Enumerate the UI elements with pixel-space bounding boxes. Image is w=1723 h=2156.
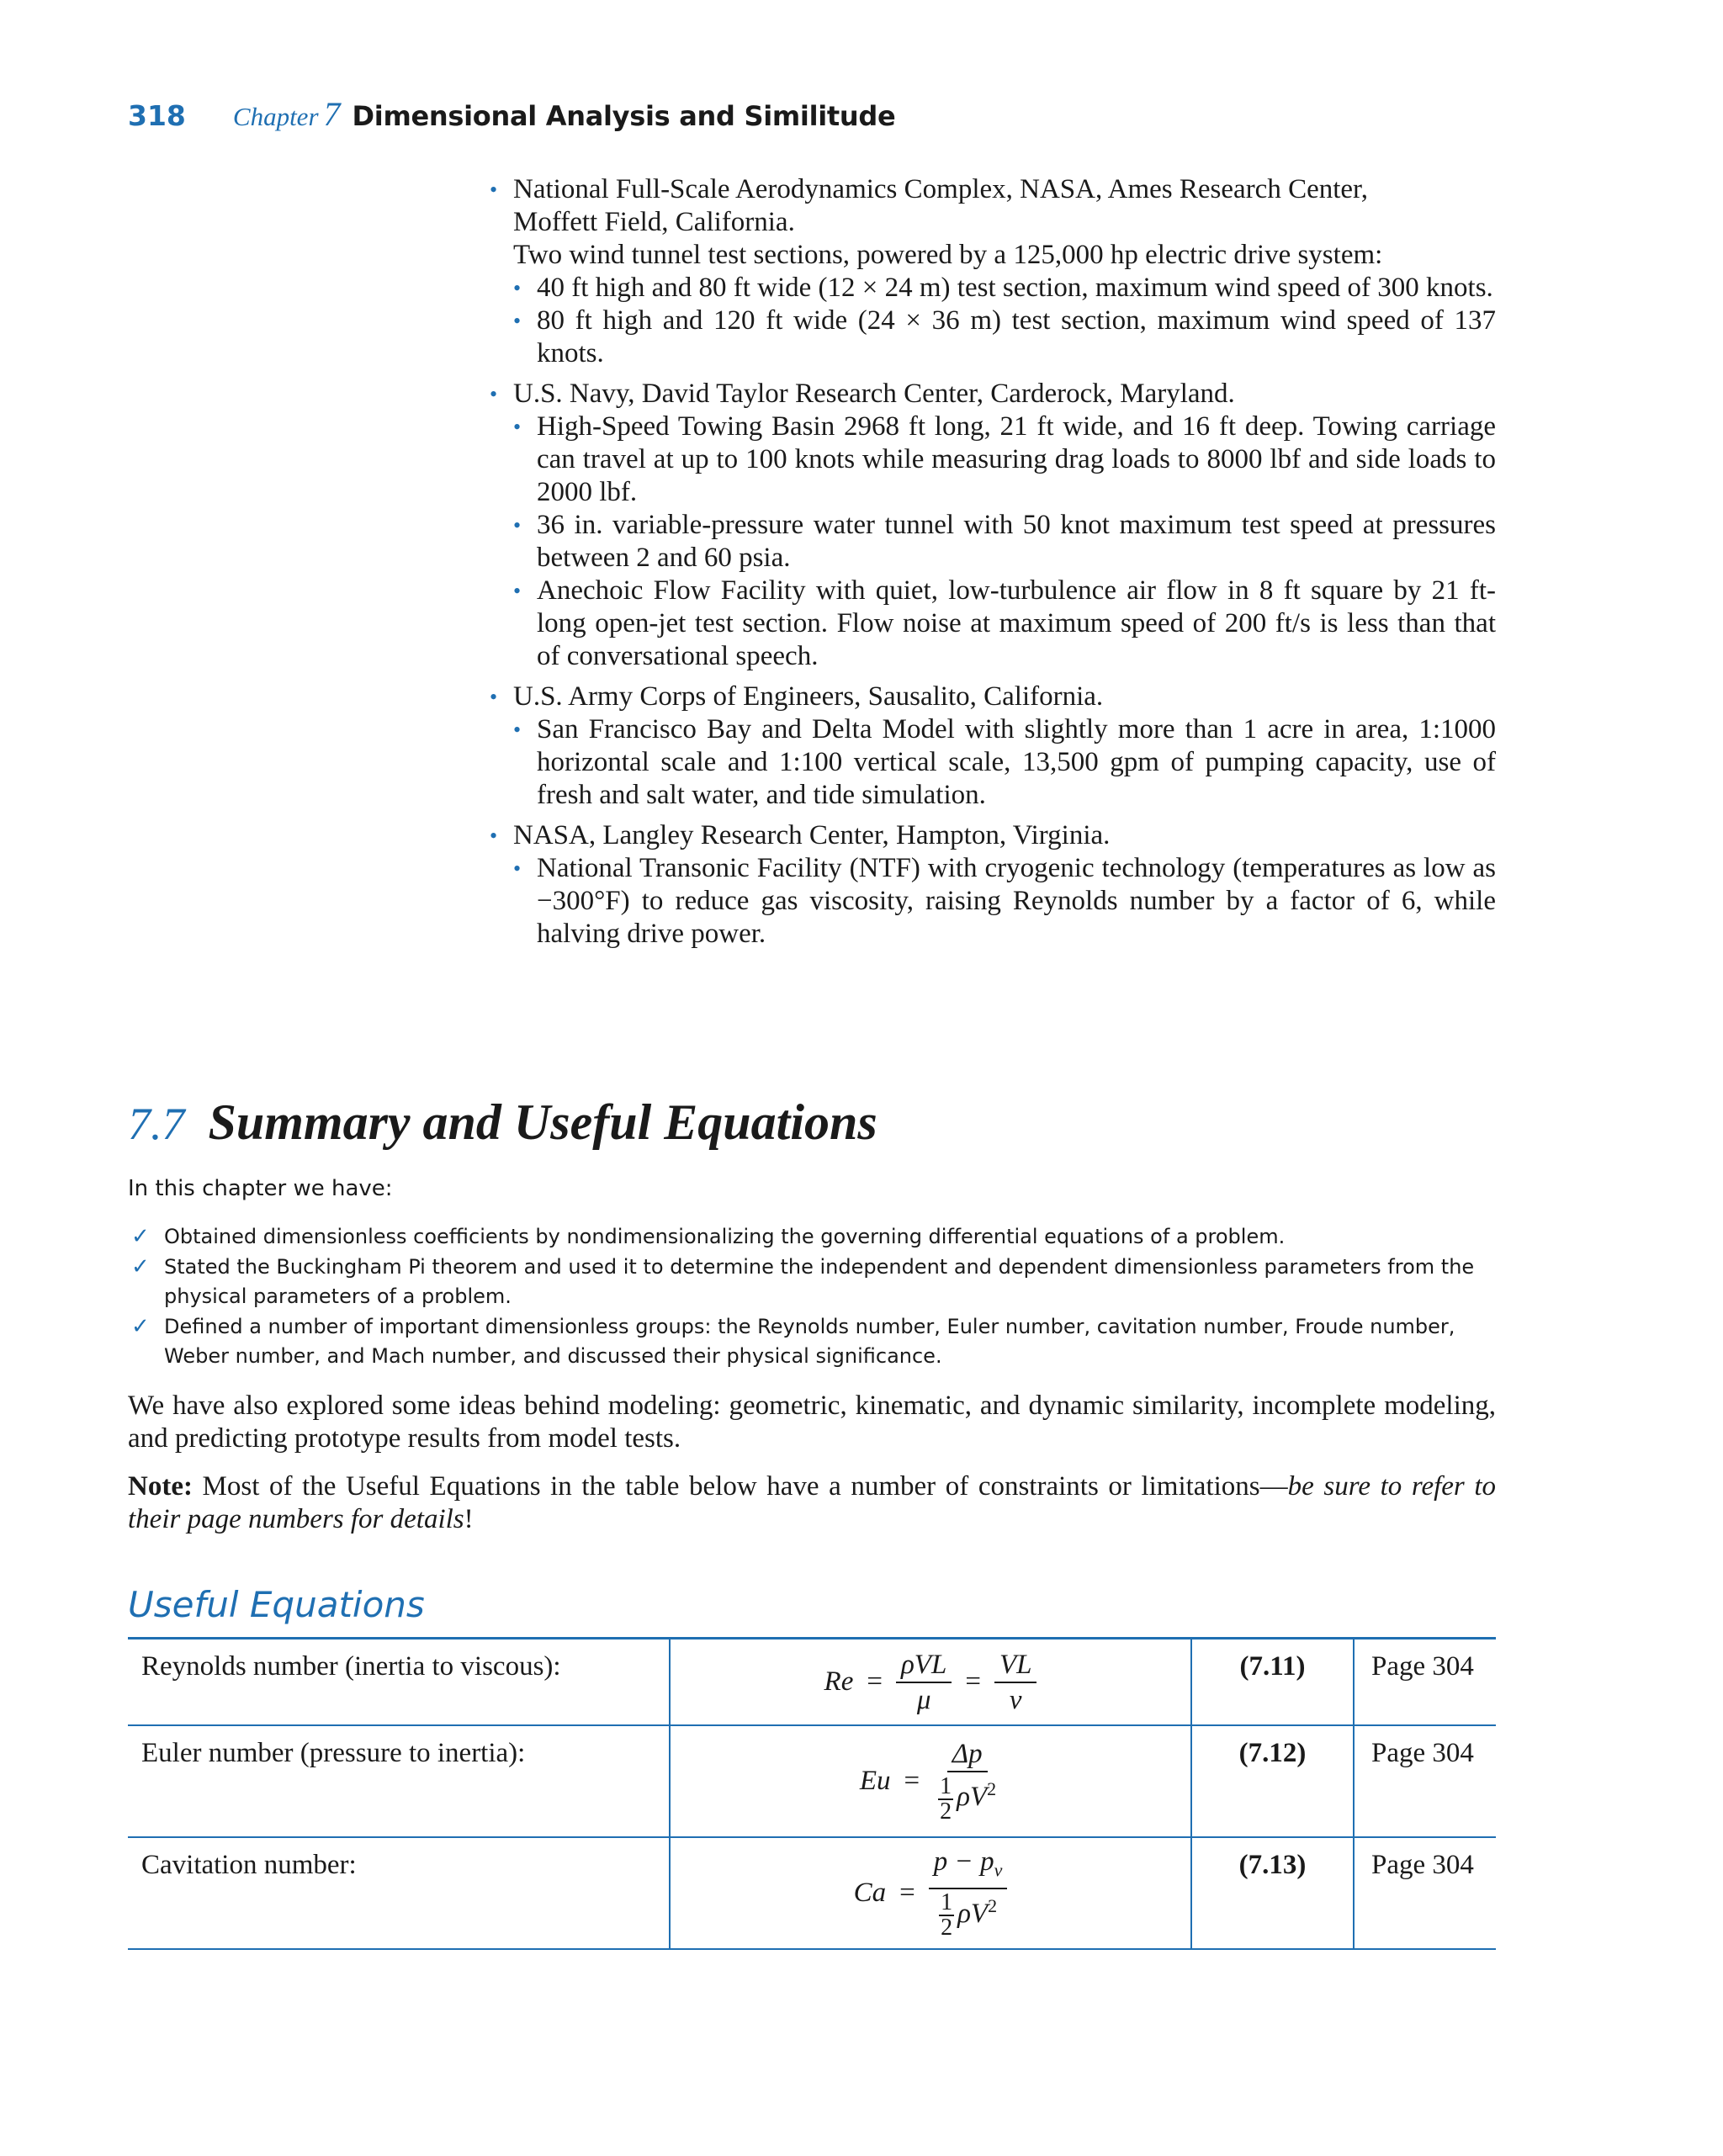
- running-header: [128, 94, 895, 136]
- bullet-icon: •: [513, 513, 522, 538]
- facility-subitem: • National Transonic Facility (NTF) with cryogenic technology (temperatures as low as −300°F) to reduce gas viscosity, raising Reynolds number by a factor of 6, while halving drive power.: [513, 853, 1496, 949]
- bullet-icon: •: [513, 718, 522, 742]
- section-title: Summary and Useful Equations: [208, 1094, 877, 1150]
- equation-cell: [671, 1640, 1192, 1724]
- chapter-number: 7: [323, 95, 341, 133]
- table-row: [128, 1838, 1496, 1950]
- section-number: 7.7: [128, 1099, 185, 1149]
- equation-number: (7.11): [1192, 1640, 1355, 1724]
- facility-sublist: [513, 852, 1496, 951]
- checkmark-icon: ✓: [131, 1224, 150, 1249]
- useful-equations-table: [128, 1637, 1496, 1950]
- euler-equation: Eu = Δp $\frac{1}{2}$ $\rho V^2$: [859, 1739, 997, 1825]
- table-row: [128, 1640, 1496, 1726]
- equation-number: (7.12): [1192, 1726, 1355, 1836]
- facility-title: NASA, Langley Research Center, Hampton, Virginia.: [513, 820, 1111, 850]
- facility-sublist: [513, 713, 1496, 812]
- facility-title: U.S. Navy, David Taylor Research Center, Carderock, Maryland.: [513, 379, 1235, 409]
- reynolds-equation: Re = $\frac{\text{ρVL}}{\mu}$ = $\frac{VL}{\nu}$: [671, 1640, 1190, 1724]
- facility-item: [490, 378, 1496, 673]
- facility-subitem: • Anechoic Flow Facility with quiet, low-turbulence air flow in 8 ft square by 21 ft-long open-jet test section. Flow noise at maximum speed of 200 ft/s is less than that of conversational speech.: [513, 575, 1496, 671]
- bullet-icon: •: [490, 824, 498, 848]
- facility-note: Two wind tunnel test sections, powered by a 125,000 hp electric drive system:: [513, 240, 1383, 270]
- facility-subitem: • 36 in. variable-pressure water tunnel with 50 knot maximum test speed at pressures between 2 and 60 psia.: [513, 510, 1496, 573]
- note-end: !: [464, 1504, 474, 1534]
- note-label: Note:: [128, 1471, 193, 1502]
- chapter-title: Dimensional Analysis and Similitude: [352, 100, 896, 132]
- equation-page: Page 304: [1371, 1738, 1474, 1768]
- bullet-icon: •: [490, 177, 498, 202]
- checkmark-icon: ✓: [131, 1314, 150, 1339]
- note-text: Most of the Useful Equations in the table below have a number of constraints or limitations—: [192, 1471, 1288, 1502]
- bullet-icon: •: [513, 309, 522, 333]
- equation-description: Reynolds number (inertia to viscous):: [128, 1640, 671, 1724]
- facility-sublist: [513, 272, 1496, 370]
- chapter-word: Chapter: [232, 102, 319, 131]
- summary-checklist: [128, 1222, 1496, 1372]
- checklist-item: ✓ Stated the Buckingham Pi theorem and used it to determine the independent and dependent dimensionless parameters from the physical parameters of a problem.: [131, 1254, 1475, 1308]
- note-emphasis: be sure to refer to their page numbers for details: [128, 1471, 1497, 1534]
- note-paragraph: [128, 1470, 1496, 1536]
- equation-number: (7.13): [1192, 1838, 1355, 1948]
- equation-description: Cavitation number:: [128, 1838, 671, 1948]
- equation-page: Page 304: [1371, 1850, 1474, 1880]
- facilities-list: [490, 173, 1496, 958]
- checklist-item: ✓ Defined a number of important dimensionless groups: the Reynolds number, Euler number, cavitation number, Froude number, Weber number, and Mach number, and discussed their physical significance.: [131, 1314, 1455, 1368]
- page-number: 318: [128, 99, 186, 132]
- equation-description: Euler number (pressure to inertia):: [128, 1726, 671, 1836]
- section-intro: In this chapter we have:: [128, 1176, 393, 1201]
- facility-item: [490, 819, 1496, 951]
- facility-subitem: • 80 ft high and 120 ft wide (24 × 36 m) test section, maximum wind speed of 137 knots.: [513, 305, 1496, 368]
- equation-page: Page 304: [1371, 1651, 1474, 1682]
- facility-subitem: • High-Speed Towing Basin 2968 ft long, 21 ft wide, and 16 ft deep. Towing carriage can travel at up to 100 knots while measuring drag loads to 8000 lbf and side loads to 2000 lbf.: [513, 411, 1496, 507]
- checkmark-icon: ✓: [131, 1254, 150, 1279]
- facility-sublist: [513, 411, 1496, 673]
- table-row: [128, 1726, 1496, 1838]
- facility-title: National Full-Scale Aerodynamics Complex, NASA, Ames Research Center, Moffett Field, California.: [513, 174, 1368, 237]
- checklist-item: ✓ Obtained dimensionless coefficients by nondimensionalizing the governing differential equations of a problem.: [128, 1222, 1496, 1252]
- facility-item: [490, 681, 1496, 812]
- section-heading: [128, 1094, 877, 1152]
- bullet-icon: •: [513, 276, 522, 300]
- bullet-icon: •: [513, 579, 522, 603]
- bullet-icon: •: [490, 382, 498, 406]
- facility-subitem: • 40 ft high and 80 ft wide (12 × 24 m) test section, maximum wind speed of 300 knots.: [513, 273, 1493, 303]
- useful-equations-heading: Useful Equations: [128, 1584, 425, 1625]
- facility-title: U.S. Army Corps of Engineers, Sausalito, California.: [513, 681, 1104, 712]
- facility-subitem: • San Francisco Bay and Delta Model with slightly more than 1 acre in area, 1:1000 horizontal scale and 1:100 vertical scale, 13,500 gpm of pumping capacity, use of fresh and salt water, and tide simulation.: [513, 714, 1496, 810]
- bullet-icon: •: [513, 856, 522, 881]
- cavitation-equation: Ca = $p - p_v$ $\frac{1}{2}$ $\rho V^2$: [671, 1838, 1190, 1948]
- equation-cell: [671, 1726, 1192, 1836]
- bullet-icon: •: [490, 685, 498, 709]
- facility-item: [490, 173, 1496, 370]
- modeling-paragraph: We have also explored some ideas behind modeling: geometric, kinematic, and dynamic similarity, incomplete modeling, and predicting prototype results from model tests.: [128, 1391, 1496, 1454]
- equation-cell: [671, 1838, 1192, 1948]
- bullet-icon: •: [513, 415, 522, 439]
